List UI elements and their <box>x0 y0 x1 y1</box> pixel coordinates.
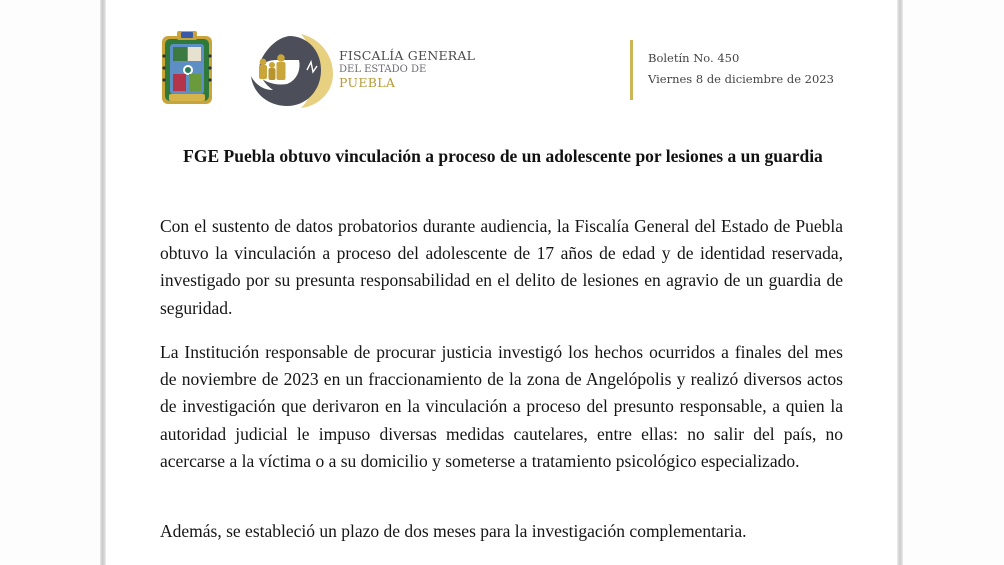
bulletin-date: Viernes 8 de diciembre de 2023 <box>648 72 834 86</box>
page-edge-right <box>897 0 903 565</box>
fge-wordmark-line1: FISCALÍA GENERAL <box>339 48 476 63</box>
body-paragraph-2: La Institución responsable de procurar justicia investigó los hechos ocurridos a finales del mes de noviembre de 2023 en un fraccionamiento de la zona de Angelópolis y realizó diversos actos de investigación que derivaron en la vinculación a proceso del presunto responsable, a quien la autoridad judicial le impuso diversas medidas cautelares, entre ellas: no salir del país, no acercarse a la víctima o a su domicilio y someterse a tratamiento psicológico especializado. <box>160 342 843 471</box>
body-paragraph-3: Además, se estableció un plazo de dos meses para la investigación complementaria. <box>160 521 747 541</box>
bulletin-info <box>648 48 834 90</box>
fge-wordmark <box>339 50 475 89</box>
fge-wordmark-line2: DEL ESTADO DE <box>339 63 427 75</box>
puebla-coat-of-arms-icon <box>161 30 213 108</box>
press-release-headline: FGE Puebla obtuvo vinculación a proceso de un adolescente por lesiones a un guardia <box>183 146 823 166</box>
fge-wordmark-line3: PUEBLA <box>339 74 396 90</box>
body-paragraph-1: Con el sustento de datos probatorios durante audiencia, la Fiscalía General del Estado de Puebla obtuvo la vinculación a proceso del adolescente de 17 años de edad y de identidad reservada, investigado por su presunta responsabilidad en el delito de lesiones en agravio de un guardia de seguridad. <box>160 216 843 318</box>
header-divider <box>630 40 633 100</box>
fge-eagle-emblem-icon <box>249 30 339 110</box>
bulletin-number: Boletín No. 450 <box>648 51 740 65</box>
